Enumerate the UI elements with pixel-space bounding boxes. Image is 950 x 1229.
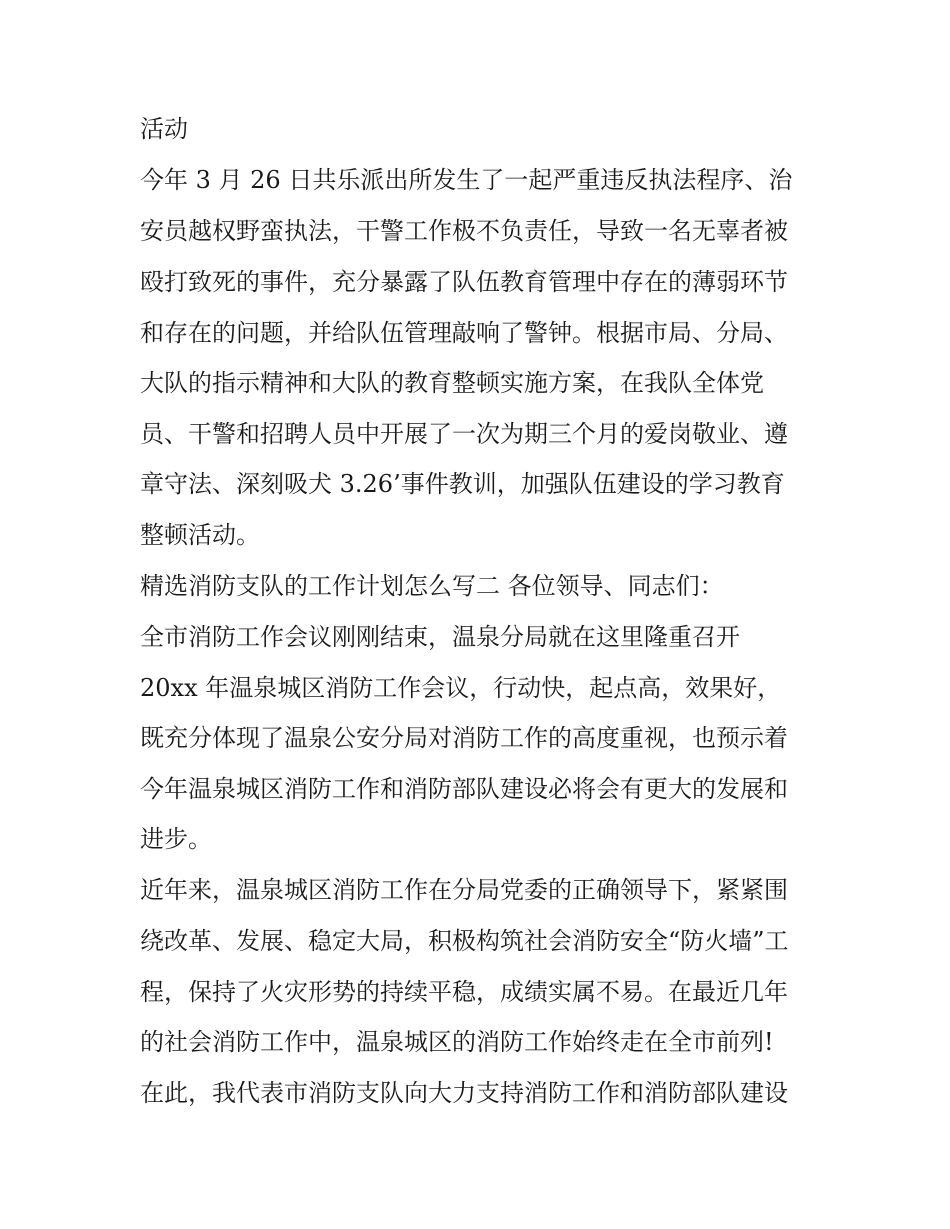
text-line: 和存在的问题，并给队伍管理敲响了警钟。根据市局、分局、 [140,319,788,347]
heading-line: 精选消防支队的工作计划怎么写二 各位领导、同志们： [140,572,724,600]
text-line: 全市消防工作会议刚刚结束，温泉分局就在这里隆重召开 [140,623,740,651]
text-line: 近年来，温泉城区消防工作在分局党委的正确领导下，紧紧围 [140,876,788,904]
text-line: 今年温泉城区消防工作和消防部队建设必将会有更大的发展和 [140,775,788,803]
text-line: 进步。 [140,825,212,853]
text-line: 程，保持了火灾形势的持续平稳，成绩实属不易。在最近几年 [140,978,788,1006]
text-line: 章守法、深刻吸犬 3.26’事件教训，加强队伍建设的学习教育 [140,470,785,498]
text-line: 员、干警和招聘人员中开展了一次为期三个月的爱岗敬业、遵 [140,420,788,448]
text-line: 在此，我代表市消防支队向大力支持消防工作和消防部队建设 [140,1079,788,1107]
text-line: 大队的指示精神和大队的教育整顿实施方案，在我队全体党 [140,369,764,397]
text-line: 绕改革、发展、稳定大局，积极构筑社会消防安全“防火墙”工 [140,927,789,955]
text-line: 殴打致死的事件，充分暴露了队伍教育管理中存在的薄弱环节 [140,268,788,296]
text-line: 20xx 年温泉城区消防工作会议，行动快，起点高，效果好， [140,674,782,702]
text-line: 安员越权野蛮执法，干警工作极不负责任，导致一名无辜者被 [140,217,788,245]
text-line: 整顿活动。 [140,521,260,549]
text-line: 的社会消防工作中，温泉城区的消防工作始终走在全市前列! [140,1028,774,1056]
text-line: 活动 [140,115,188,143]
text-line: 今年 3 月 26 日共乐派出所发生了一起严重违反执法程序、治 [140,166,793,194]
text-line: 既充分体现了温泉公安分局对消防工作的高度重视，也预示着 [140,724,788,752]
